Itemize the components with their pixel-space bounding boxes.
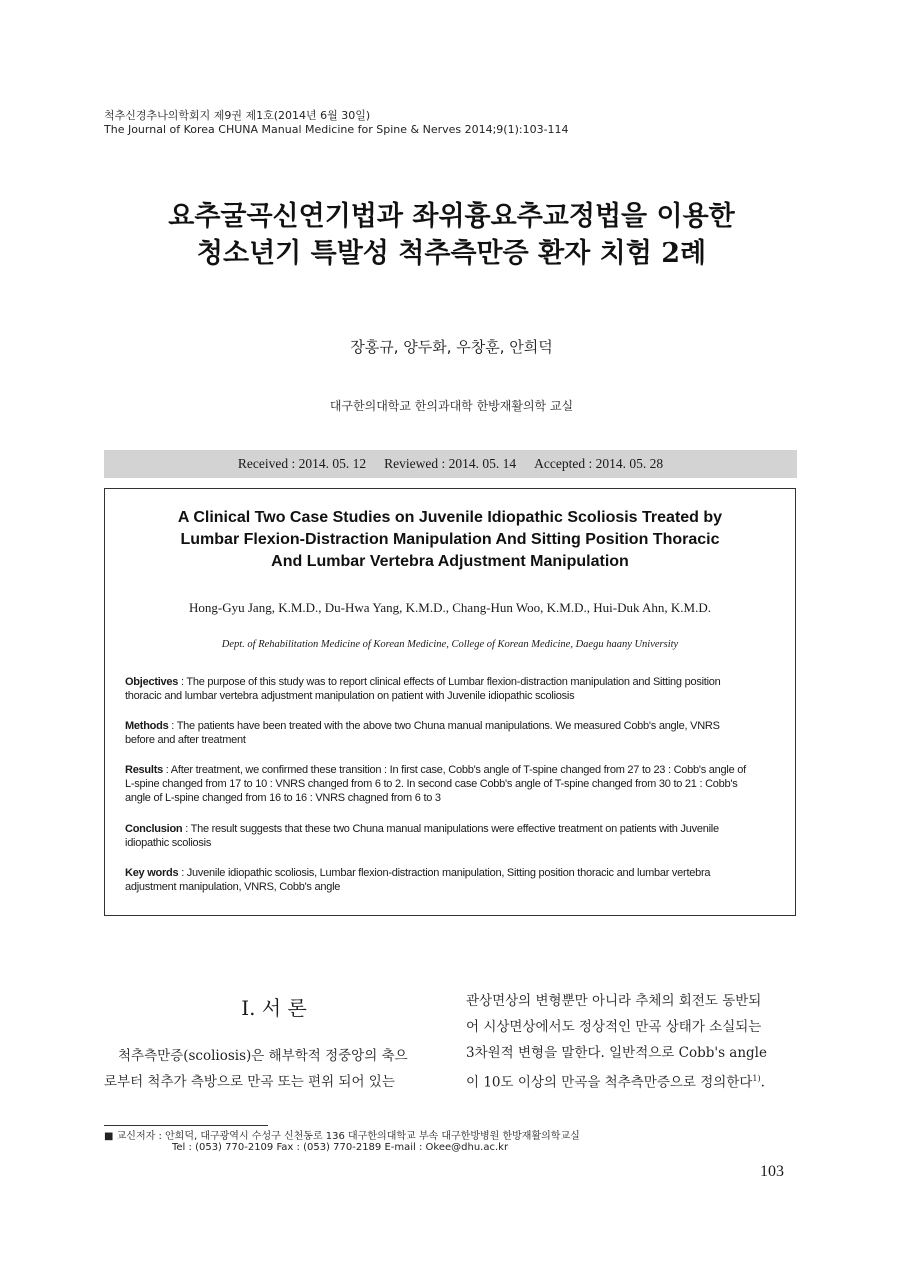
keywords-text-1: : Juvenile idiopathic scoliosis, Lumbar flexion-distraction manipulation, Sitting position thoracic and lumbar vertebra xyxy=(178,867,711,879)
methods-label: Methods xyxy=(125,720,169,732)
abstract-affiliation: Dept. of Rehabilitation Medicine of Korean Medicine, College of Korean Medicine, Daegu haany University xyxy=(221,639,679,650)
keywords-text-2: adjustment manipulation, VNRS, Cobb's angle xyxy=(125,881,341,893)
keywords-paragraph xyxy=(125,866,775,894)
conclusion-text-1: : The result suggests that these two Chuna manual manipulations were effective treatment on patients with Juvenile xyxy=(182,823,719,835)
intro-left-line2: 로부터 척추가 측방으로 만곡 또는 편위 되어 있는 xyxy=(104,1074,395,1090)
intro-right-line4: 이 10도 이상의 만곡을 척추측만증으로 정의한다 xyxy=(466,1074,753,1091)
intro-right-column: 관상면상의 변형뿐만 아니라 추체의 회전도 동반되 어 시상면상에서도 정상적인 만곡 상태가 소실되는 3차원적 변형을 말한다. 일반적으로 Cobb's angle 이 10도 이상의 만곡을 척추측만증으로 정의한다$^{1)}$. xyxy=(466,988,796,1096)
objectives-text-1: : The purpose of this study was to report clinical effects of Lumbar flexion-distraction manipulation and Sitting position xyxy=(178,676,721,688)
objectives-text-2: thoracic and lumbar vertebra adjustment manipulation on patient with Juvenile idiopathic scoliosis xyxy=(125,690,575,702)
results-label: Results xyxy=(125,764,163,776)
footnote-correspondence: ■ 교신저자 : 안희덕, 대구광역시 수성구 신천동로 136 대구한의대학교 부속 대구한방병원 한방재활의학교실 xyxy=(104,1131,580,1142)
conclusion-paragraph xyxy=(125,822,775,850)
affiliation-ko: 대구한의대학교 한의과대학 한방재활의학 교실 xyxy=(329,399,574,413)
abstract-title-line1: A Clinical Two Case Studies on Juvenile Idiopathic Scoliosis Treated by xyxy=(177,509,723,526)
results-text-3: angle of L-spine changed from 16 to 16 : VNRS chagned from 6 to 3 xyxy=(125,792,441,804)
methods-text-1: : The patients have been treated with the above two Chuna manual manipulations. We measured Cobb's angle, VNRS xyxy=(168,720,720,732)
methods-paragraph xyxy=(125,719,775,747)
section-heading-introduction: Ⅰ. 서 론 xyxy=(241,996,307,1020)
intro-left-column xyxy=(104,1043,439,1095)
keywords-label: Key words xyxy=(125,867,179,879)
results-text-2: L-spine changed from 17 to 10 : VNRS changed from 6 to 2. In second case Cobb's angle of T-spine changed from 30 to 21 : Cobb's xyxy=(125,778,738,790)
footnote-rule xyxy=(104,1125,268,1126)
authors-ko: 장홍규, 양두화, 우창훈, 안희덕 xyxy=(350,338,553,356)
title-ko-line2: 청소년기 특발성 척추측만증 환자 치험 2례 xyxy=(196,238,707,269)
results-text-1: : After treatment, we confirmed these transition : In first case, Cobb's angle of T-spine changed from 27 to 23 : Cobb's angle of xyxy=(163,764,746,776)
intro-left-line1: 척추측만증(scoliosis)은 해부학적 정중앙의 축으 xyxy=(118,1048,408,1064)
objectives-paragraph xyxy=(125,675,775,703)
footnote-contact: Tel : (053) 770-2109 Fax : (053) 770-2189 E-mail : Okee@dhu.ac.kr xyxy=(172,1142,509,1153)
title-ko-line1: 요추굴곡신연기법과 좌위흉요추교정법을 이용한 xyxy=(168,201,735,232)
journal-header-english: The Journal of Korea CHUNA Manual Medicine for Spine & Nerves 2014;9(1):103-114 xyxy=(104,123,569,136)
reference-marker: 1) xyxy=(752,1074,761,1083)
abstract-authors: Hong-Gyu Jang, K.M.D., Du-Hwa Yang, K.M.D., Chang-Hun Woo, K.M.D., Hui-Duk Ahn, K.M.D. xyxy=(189,600,711,615)
intro-right-line1: 관상면상의 변형뿐만 아니라 추체의 회전도 동반되 xyxy=(466,993,762,1009)
intro-right-line2: 어 시상면상에서도 정상적인 만곡 상태가 소실되는 xyxy=(466,1019,762,1035)
methods-text-2: before and after treatment xyxy=(125,734,246,746)
objectives-label: Objectives xyxy=(125,676,179,688)
page-number: 103 xyxy=(760,1163,784,1180)
accepted-date: Accepted : 2014. 05. 28 xyxy=(534,456,664,471)
reviewed-date: Reviewed : 2014. 05. 14 xyxy=(384,456,517,471)
abstract-title-line3: And Lumbar Vertebra Adjustment Manipulation xyxy=(271,553,629,570)
conclusion-label: Conclusion xyxy=(125,823,183,835)
conclusion-text-2: idiopathic scoliosis xyxy=(125,837,212,849)
intro-right-line3: 3차원적 변형을 말한다. 일반적으로 Cobb's angle xyxy=(466,1045,767,1061)
received-date: Received : 2014. 05. 12 xyxy=(237,456,367,471)
abstract-title-line2: Lumbar Flexion-Distraction Manipulation And Sitting Position Thoracic xyxy=(180,531,720,548)
journal-header-korean: 척추신경추나의학회지 제9권 제1호(2014년 6월 30일) xyxy=(104,109,371,122)
results-paragraph xyxy=(125,763,775,805)
dates-bar xyxy=(104,450,797,478)
